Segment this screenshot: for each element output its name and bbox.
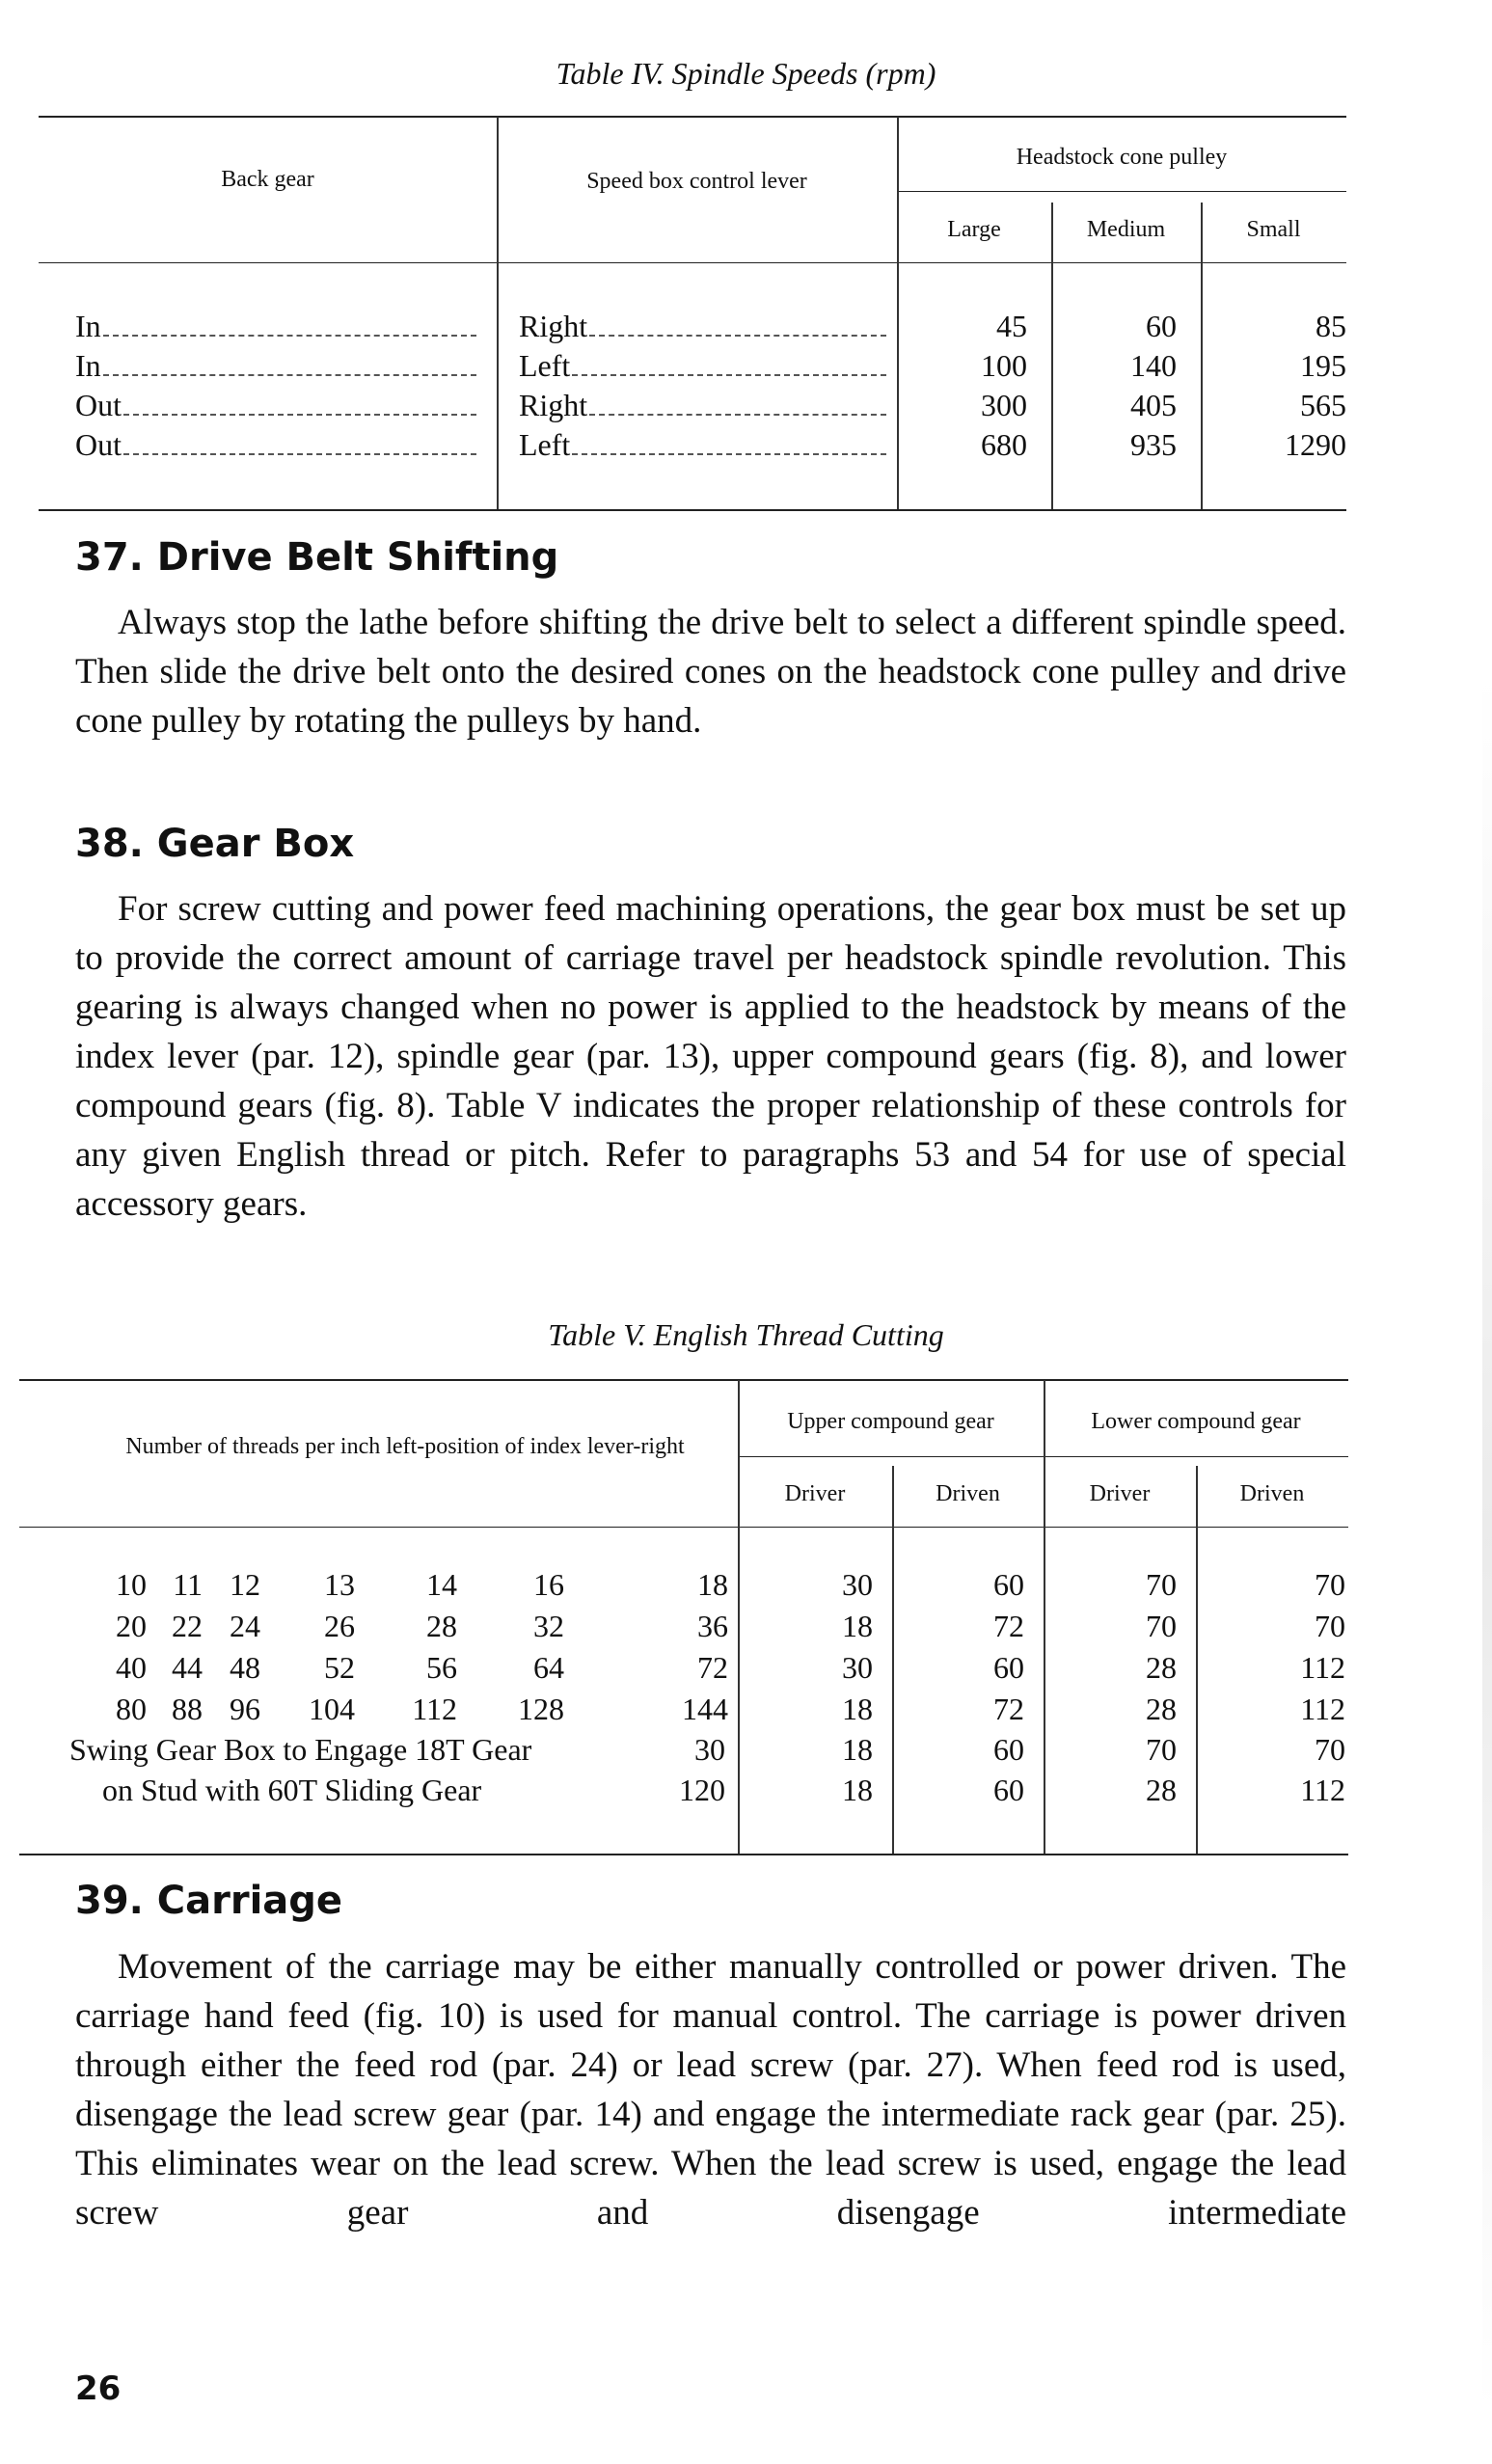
table4-cell-small: 565 — [1300, 388, 1346, 422]
table5-header-upper-driver: Driver — [784, 1481, 846, 1506]
table5-gear-cell: 28 — [1146, 1692, 1177, 1726]
table5-special-value: 120 — [679, 1773, 725, 1807]
table5-thread-cell: 96 — [230, 1692, 260, 1726]
table4-cell-small: 1290 — [1285, 427, 1346, 462]
table4-header-rule — [39, 262, 1346, 263]
table5-thread-cell: 104 — [309, 1692, 355, 1726]
table5-gear-cell: 70 — [1315, 1732, 1345, 1767]
table5-thread-cell: 128 — [518, 1692, 564, 1726]
table4-cell-large: 300 — [981, 388, 1027, 422]
table4-cell-medium: 405 — [1130, 388, 1177, 422]
table5-thread-cell: 10 — [116, 1567, 147, 1602]
table5-thread-cell: 112 — [412, 1692, 457, 1726]
table5-gear-cell: 30 — [842, 1567, 873, 1602]
table5-gear-cell: 70 — [1315, 1609, 1345, 1643]
table5-thread-cell: 44 — [172, 1650, 203, 1685]
table5-gear-cell: 18 — [842, 1692, 873, 1726]
table4-header-medium: Medium — [1086, 217, 1166, 242]
table5-thread-cell: 16 — [533, 1567, 564, 1602]
table5-divider-2 — [892, 1466, 894, 1854]
table4-cell-medium: 935 — [1130, 427, 1177, 462]
table4-cell-large: 45 — [996, 309, 1027, 343]
table5-thread-cell: 20 — [116, 1609, 147, 1643]
table5-gear-cell: 72 — [993, 1692, 1024, 1726]
table4-row-back-gear: In — [75, 309, 480, 344]
table4-header-large: Large — [947, 217, 1001, 242]
table4-row-back-gear: Out — [75, 427, 480, 463]
table5-divider-4 — [1196, 1466, 1198, 1854]
table5-gear-cell: 28 — [1146, 1773, 1177, 1807]
table5-thread-cell: 18 — [697, 1567, 728, 1602]
table5-header-rule — [19, 1527, 1348, 1528]
table4-row-lever: Left — [519, 427, 890, 463]
table5-thread-cell: 13 — [324, 1567, 355, 1602]
table5-divider-1 — [738, 1380, 740, 1854]
table5-gear-cell: 112 — [1300, 1773, 1345, 1807]
page-edge-shadow — [1482, 675, 1492, 2411]
table5-divider-3 — [1044, 1380, 1045, 1854]
table5-gear-cell: 18 — [842, 1773, 873, 1807]
page-number: 26 — [75, 2369, 122, 2408]
table5-gear-cell: 70 — [1146, 1732, 1177, 1767]
table4-header-speed-box: Speed box control lever — [586, 169, 807, 194]
table5-gear-cell: 60 — [993, 1650, 1024, 1685]
section-37-body: Always stop the lathe before shifting the drive belt to select a different spindle speed. Then slide the drive belt onto the desired cones on the headstock cone pulley and drive cone pulley by rotating the pulleys by hand. — [75, 603, 1346, 741]
table4-header-small: Small — [1246, 217, 1301, 242]
table4-row-lever: Right — [519, 309, 890, 344]
table4-cell-large: 100 — [981, 348, 1027, 383]
table5-header-lower-driven: Driven — [1239, 1481, 1305, 1506]
table5-thread-cell: 26 — [324, 1609, 355, 1643]
table5-caption: Table V. English Thread Cutting — [548, 1317, 944, 1352]
table5-thread-cell: 144 — [682, 1692, 728, 1726]
table5-thread-cell: 48 — [230, 1650, 260, 1685]
table5-header-threads: Number of threads per inch left-position of index lever-right — [125, 1434, 685, 1459]
table5-thread-cell: 22 — [172, 1609, 203, 1643]
table5-gear-cell: 30 — [842, 1650, 873, 1685]
table5-thread-cell: 64 — [533, 1650, 564, 1685]
table5-header-lower: Lower compound gear — [1091, 1409, 1301, 1434]
table4-row-lever: Left — [519, 348, 890, 384]
table5-gear-cell: 112 — [1300, 1692, 1345, 1726]
table5-thread-cell: 88 — [172, 1692, 203, 1726]
table4-header-back-gear: Back gear — [221, 167, 314, 192]
table5-gear-cell: 18 — [842, 1609, 873, 1643]
table5-thread-cell: 32 — [533, 1609, 564, 1643]
table4-row-back-gear: In — [75, 348, 480, 384]
table5-thread-cell: 52 — [324, 1650, 355, 1685]
table5-gear-cell: 60 — [993, 1732, 1024, 1767]
table5-thread-cell: 36 — [697, 1609, 728, 1643]
table5-bottom-rule — [19, 1854, 1348, 1855]
table5-thread-cell: 24 — [230, 1609, 260, 1643]
section-39-body: Movement of the carriage may be either manually controlled or power driven. The carriage hand feed (fig. 10) is used for manual control. The carriage is power driven through either the feed rod (par. 24) or lead screw (par. 27). When feed rod is used, disengage the lead screw gear (par. 14) and engage the intermediate rack gear (par. 25). This eliminates wear on the lead screw. When the lead screw is used, engage the lead screw gear and disengage intermediate — [75, 1947, 1346, 2233]
table5-gear-cell: 28 — [1146, 1650, 1177, 1685]
section-37-heading: 37. Drive Belt Shifting — [75, 535, 559, 580]
table5-gear-cell: 70 — [1146, 1609, 1177, 1643]
table5-header-upper: Upper compound gear — [787, 1409, 994, 1434]
table5-gear-cell: 72 — [993, 1609, 1024, 1643]
table5-thread-cell: 28 — [426, 1609, 457, 1643]
table5-special-text: Swing Gear Box to Engage 18T Gear — [69, 1732, 532, 1767]
table4-subheader-rule — [897, 191, 1346, 192]
table4-caption: Table IV. Spindle Speeds (rpm) — [556, 56, 936, 91]
section-38-heading: 38. Gear Box — [75, 822, 355, 866]
table5-special-text: on Stud with 60T Sliding Gear — [102, 1773, 482, 1807]
table5-special-value: 30 — [694, 1732, 725, 1767]
table5-thread-cell: 56 — [426, 1650, 457, 1685]
table4-header-cone-pulley: Headstock cone pulley — [1016, 145, 1228, 170]
table5-gear-cell: 70 — [1146, 1567, 1177, 1602]
table4-cell-small: 195 — [1300, 348, 1346, 383]
table4-row-lever: Right — [519, 388, 890, 423]
table5-gear-cell: 112 — [1300, 1650, 1345, 1685]
table5-thread-cell: 11 — [173, 1567, 203, 1602]
section-38-body: For screw cutting and power feed machining operations, the gear box must be set up to provide the correct amount of carriage travel per headstock spindle revolution. This gearing is always changed when no power is applied to the headstock by means of the index lever (par. 12), spindle gear (par. 13), upper compound gears (fig. 8), and lower compound gears (fig. 8). Table V indicates the proper relationship of these controls for any given English thread or pitch. Refer to paragraphs 53 and 54 for use of special accessory gears. — [75, 889, 1346, 1224]
table5-thread-cell: 80 — [116, 1692, 147, 1726]
table4-bottom-rule — [39, 509, 1346, 511]
table4-cell-small: 85 — [1316, 309, 1346, 343]
table4-cell-medium: 140 — [1130, 348, 1177, 383]
table5-header-lower-driver: Driver — [1089, 1481, 1151, 1506]
table5-gear-cell: 70 — [1315, 1567, 1345, 1602]
table5-gear-cell: 60 — [993, 1567, 1024, 1602]
table4-cell-large: 680 — [981, 427, 1027, 462]
table5-gear-cell: 60 — [993, 1773, 1024, 1807]
table5-thread-cell: 14 — [426, 1567, 457, 1602]
section-39-heading: 39. Carriage — [75, 1879, 343, 1923]
table4-row-back-gear: Out — [75, 388, 480, 423]
table5-thread-cell: 72 — [697, 1650, 728, 1685]
table5-gear-cell: 18 — [842, 1732, 873, 1767]
table5-top-rule — [19, 1379, 1348, 1381]
table5-thread-cell: 40 — [116, 1650, 147, 1685]
table5-thread-cell: 12 — [230, 1567, 260, 1602]
table5-header-upper-driven: Driven — [936, 1481, 1000, 1506]
table4-cell-medium: 60 — [1146, 309, 1177, 343]
table4-top-rule — [39, 116, 1346, 118]
